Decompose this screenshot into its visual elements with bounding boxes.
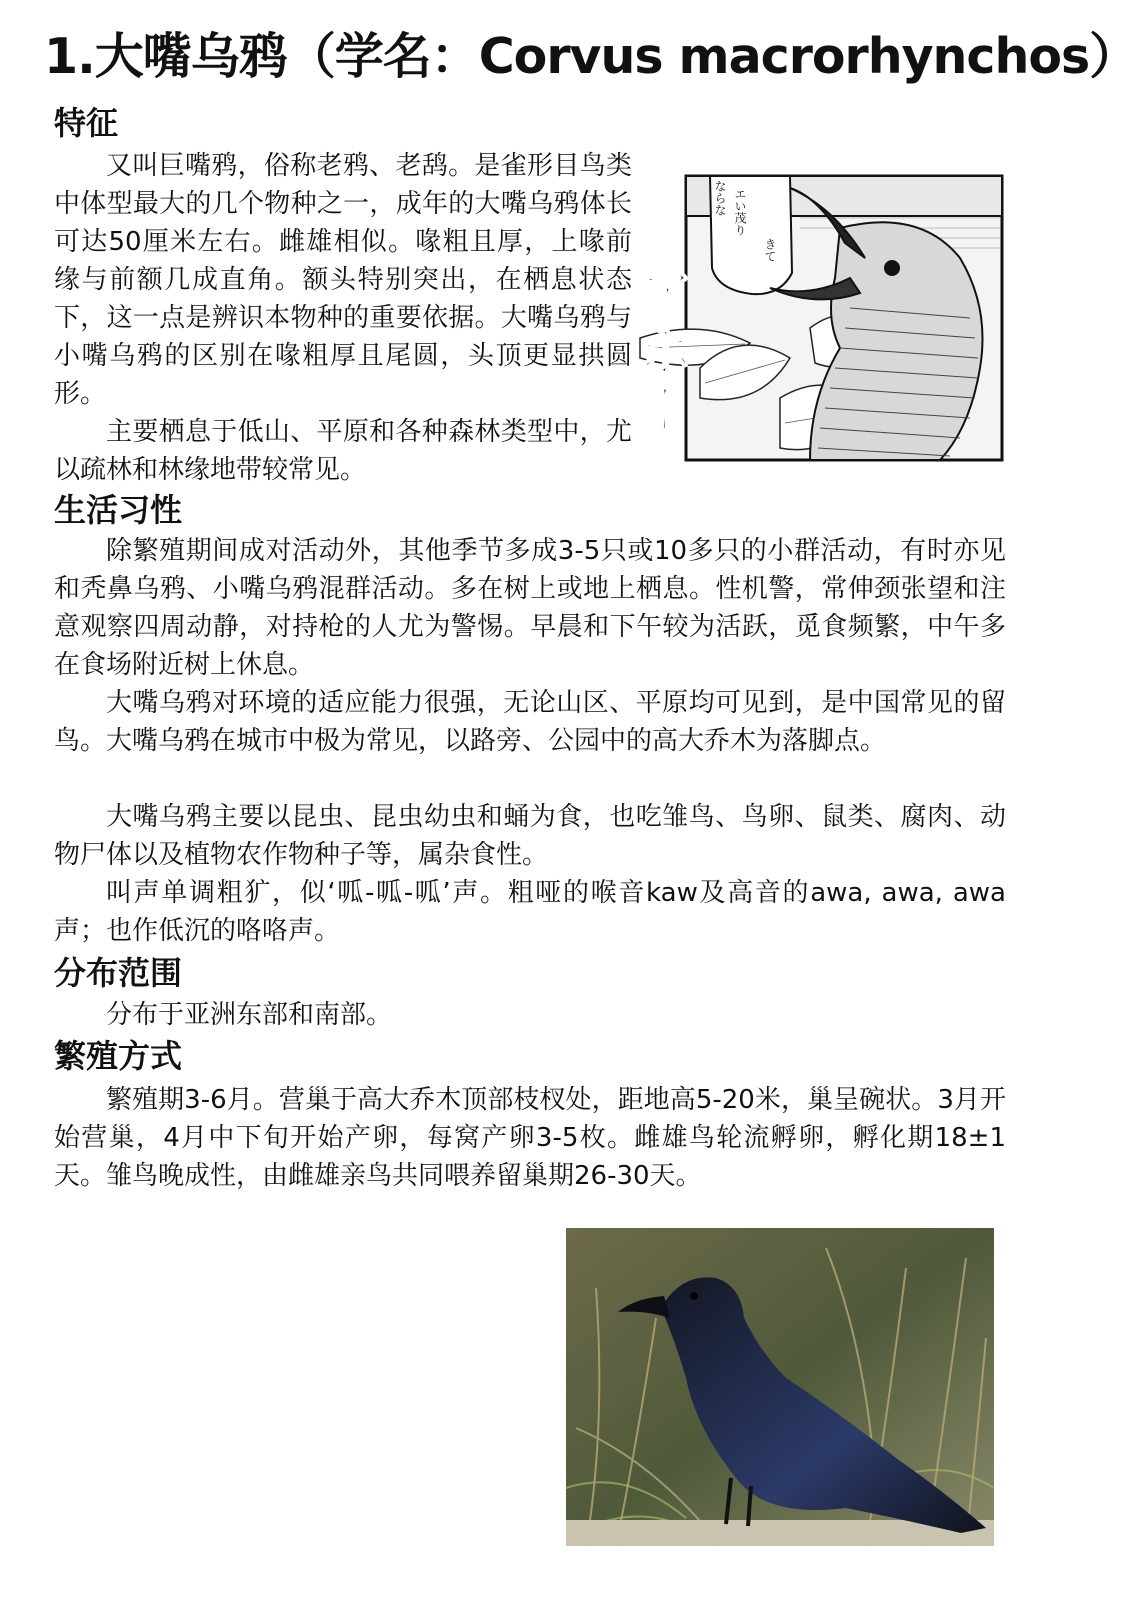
features-paragraph-1: 又叫巨嘴鸦，俗称老鸦、老鸹。是雀形目鸟类中体型最大的几个物种之一，成年的大嘴乌鸦体长可达50厘米左右。雌雄相似。喙粗且厚，上喙前缘与前额几成直角。额头特别突出，在栖息状态下，这一点是辨识本物种的重要依据。大嘴乌鸦与小嘴乌鸦的区别在喙粗厚且尾圆，头顶更显拱圆形。 [54, 151, 632, 409]
section-heading-distribution: 分布范围 [54, 954, 183, 992]
section-heading-breeding: 繁殖方式 [54, 1037, 183, 1075]
section-heading-features: 特征 [54, 104, 119, 142]
habits-paragraph-4: 叫声单调粗犷，似‘呱-呱-呱’声。粗哑的喉音kaw及高音的awa, awa, awa声；也作低沉的咯咯声。 [54, 878, 1006, 946]
page-title: 1.大嘴乌鸦（学名：Corvus macrorhynchos） [44, 28, 1137, 85]
habits-paragraph-3: 大嘴乌鸦主要以昆虫、昆虫幼虫和蛹为食，也吃雏鸟、鸟卵、鼠类、腐肉、动物尸体以及植物农作物种子等，属杂食性。 [54, 802, 1006, 870]
distribution-paragraph-1: 分布于亚洲东部和南部。 [106, 1000, 393, 1030]
crow-photo [566, 1228, 994, 1546]
manga-crow-illustration [626, 168, 1006, 468]
bubble-text-2: きて [763, 238, 777, 262]
habits-paragraph-1: 除繁殖期间成对活动外，其他季节多成3-5只或10多只的小群活动，有时亦见和秃鼻乌鸦、小嘴乌鸦混群活动。多在树上或地上栖息。性机警，常伸颈张望和注意观察四周动静，对持枪的人尤为警惕。早晨和下午较为活跃，觅食频繁，中午多在食场附近树上休息。 [54, 536, 1006, 680]
bubble-text-3: ならな [713, 180, 727, 216]
crow-eye [884, 260, 900, 276]
breeding-paragraph-1: 繁殖期3-6月。营巢于高大乔木顶部枝杈处，距地高5-20米，巢呈碗状。3月开始营巢，4月中下旬开始产卵，每窝产卵3-5枚。雌雄鸟轮流孵卵，孵化期18±1天。雏鸟晚成性，由雌雄亲鸟共同喂养留巢期26-30天。 [54, 1085, 1006, 1191]
features-paragraph-2: 主要栖息于低山、平原和各种森林类型中，尤以疏林和林缘地带较常见。 [54, 417, 632, 485]
crow-photo-eye [690, 1292, 698, 1300]
section-heading-habits: 生活习性 [54, 491, 183, 529]
manga-sfx: アホー [626, 263, 694, 437]
bubble-text-1: エい茂り [733, 188, 747, 236]
habits-paragraph-2: 大嘴乌鸦对环境的适应能力很强，无论山区、平原均可见到，是中国常见的留鸟。大嘴乌鸦在城市中极为常见，以路旁、公园中的高大乔木为落脚点。 [54, 688, 1006, 756]
